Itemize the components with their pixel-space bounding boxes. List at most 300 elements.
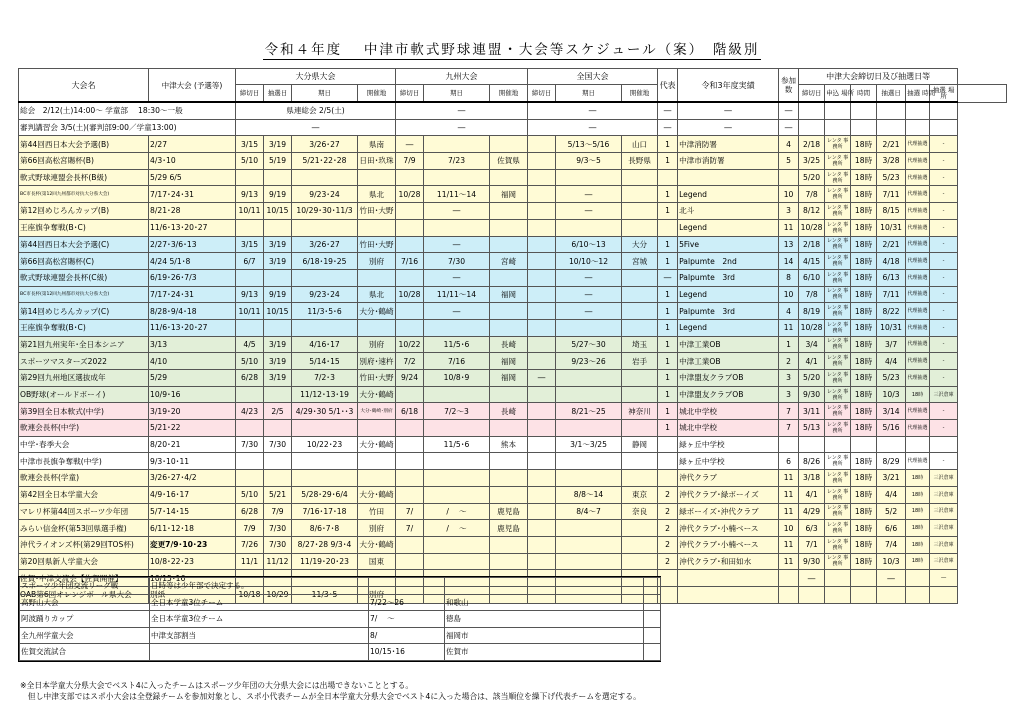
table-cell: 7/23 (424, 153, 490, 170)
table-cell: 福岡 (490, 370, 528, 387)
table-cell: 6/10 (799, 269, 825, 286)
table-cell: 北斗 (678, 203, 779, 220)
table-cell: レンタ 事務所 (825, 536, 851, 553)
table-cell: 3/13 (149, 336, 236, 353)
table-cell: 3/11 (799, 403, 825, 420)
table-cell: 7/30 (264, 520, 292, 537)
table-cell: レンタ 事務所 (825, 319, 851, 336)
table-cell: 6/18･19･25 (292, 253, 358, 270)
table-cell (528, 336, 556, 353)
table-cell: 9/23～26 (556, 353, 622, 370)
table-cell: 代理抽選 (906, 303, 930, 320)
table-cell: 大分･鶴崎･別府 (358, 403, 396, 420)
table-cell: 4/9･16･17 (149, 486, 236, 503)
table-cell: - (930, 203, 958, 220)
table-cell: 2/21 (877, 136, 906, 153)
table-cell: 18時 (851, 169, 877, 186)
table-cell (396, 453, 424, 470)
table-cell: 18時 (851, 186, 877, 203)
table-cell: レンタ 事務所 (825, 553, 851, 570)
table-cell (622, 520, 658, 537)
table-cell: - (930, 186, 958, 203)
table-cell: 鹿児島 (490, 503, 528, 520)
table-cell: 4/3･10 (149, 153, 236, 170)
table-cell: 4/5 (236, 336, 264, 353)
table-cell (779, 570, 799, 587)
table-cell: 別府 (358, 253, 396, 270)
table-cell: レンタ 事務所 (825, 520, 851, 537)
table-cell: レンタ 事務所 (825, 169, 851, 186)
table-cell: 4/29 (799, 503, 825, 520)
table-cell (799, 119, 825, 136)
table-cell: 県連総会 2/5(土) (236, 102, 396, 119)
table-cell: レンタ 事務所 (825, 219, 851, 236)
table-cell: 5/23 (877, 370, 906, 387)
table-cell (490, 203, 528, 220)
table-cell: 大分･鶴崎 (358, 436, 396, 453)
table-cell: 7/2･3 (292, 370, 358, 387)
table-row (19, 536, 1007, 553)
table-cell: Palpumte 3rd (678, 269, 779, 286)
table-cell: レンタ 事務所 (825, 420, 851, 437)
table-cell: 軟連会長杯(学童) (19, 470, 149, 487)
table-cell: OB野球(オールドボーイ) (19, 386, 149, 403)
table-cell (906, 570, 930, 587)
table-cell: 佐賀県 (490, 153, 528, 170)
table-cell: 2 (658, 486, 678, 503)
table-cell: 18時 (851, 336, 877, 353)
table-cell: 18時 (851, 520, 877, 537)
table-cell: 3/21 (877, 470, 906, 487)
table-cell: 8/22 (877, 303, 906, 320)
table-cell: 6/13 (877, 269, 906, 286)
table-cell: 7/30 (236, 436, 264, 453)
table-cell: ― (658, 269, 678, 286)
table-cell: 10 (779, 286, 799, 303)
header-participants: 参加 数 (779, 69, 799, 103)
table-row (19, 169, 1007, 186)
table-cell: 3/19 (264, 353, 292, 370)
table-cell (779, 169, 799, 186)
table-cell (556, 536, 622, 553)
table-cell: ― (396, 119, 528, 136)
table-cell: 8/6･7･8 (292, 520, 358, 537)
table-cell: 中津盟友クラブOB (678, 386, 779, 403)
table-cell: 9/13 (236, 286, 264, 303)
table-cell: 18時 (851, 303, 877, 320)
table-cell: ― (930, 570, 958, 587)
table-row (19, 303, 1007, 320)
table-cell: / ～ (424, 503, 490, 520)
table-cell (396, 420, 424, 437)
table-row (19, 286, 1007, 303)
table-cell: 5/20 (799, 370, 825, 387)
table-cell: 7/9 (264, 503, 292, 520)
table-cell: 14 (779, 253, 799, 270)
table-cell: 8/8～14 (556, 486, 622, 503)
table-cell: 1 (658, 153, 678, 170)
table-cell (490, 453, 528, 470)
table-row (19, 436, 1007, 453)
table-cell: ― (424, 303, 490, 320)
table-cell: ― (877, 570, 906, 587)
table-row (19, 253, 1007, 270)
table-cell: 4/1 (799, 353, 825, 370)
table-cell: 大分･鶴崎 (358, 486, 396, 503)
table-cell (930, 102, 958, 119)
table-cell (622, 219, 658, 236)
table-cell: 5/13 (799, 420, 825, 437)
table-cell (490, 486, 528, 503)
table-cell (528, 203, 556, 220)
table-row (19, 370, 1007, 387)
table-cell (396, 536, 424, 553)
table-row (19, 319, 1007, 336)
table-cell (556, 219, 622, 236)
table-cell: 3 (779, 370, 799, 387)
table-cell (236, 269, 264, 286)
sub-header: 申込 場所 (825, 85, 851, 103)
table-cell: 5/29 6/5 (149, 169, 236, 186)
table-cell: 11/11～14 (424, 286, 490, 303)
table-row (19, 403, 1007, 420)
table-cell: 3/15 (236, 136, 264, 153)
table-cell: 3/15 (236, 236, 264, 253)
table-cell: 第20回県新人学童大会 (19, 553, 149, 570)
header-nakatsu-tournament: 中津大会 (予選等) (149, 69, 236, 103)
table-cell: 9/30 (799, 553, 825, 570)
table-cell (528, 486, 556, 503)
table-cell: Palpumte 2nd (678, 253, 779, 270)
table-cell: 10/22 (396, 336, 424, 353)
table-cell: Legend (678, 219, 779, 236)
table-cell: 城北中学校 (678, 403, 779, 420)
table-row (20, 611, 661, 628)
table-cell: 2 (779, 353, 799, 370)
table-cell: 5/23 (877, 169, 906, 186)
table-cell (556, 169, 622, 186)
table-cell: 和歌山 (445, 594, 644, 611)
table-cell: 県北 (358, 286, 396, 303)
table-cell: 10 (779, 186, 799, 203)
table-cell: 7/26 (236, 536, 264, 553)
table-cell (906, 586, 930, 603)
table-cell (622, 553, 658, 570)
table-cell: 中津工業OB (678, 336, 779, 353)
table-cell: 3/26･27･4/2 (149, 470, 236, 487)
table-cell: 9/24 (396, 370, 424, 387)
sub-header: 抽選日 (264, 85, 292, 103)
table-cell: 9/19 (264, 286, 292, 303)
table-cell: 2/27･3/6･13 (149, 236, 236, 253)
table-cell: 7/8 (799, 186, 825, 203)
table-cell: 10/28 (799, 219, 825, 236)
table-cell: レンタ 事務所 (825, 370, 851, 387)
table-cell (528, 520, 556, 537)
table-cell (906, 436, 930, 453)
table-cell (528, 453, 556, 470)
table-cell: 沖代クラブ･小楠ベース (678, 536, 779, 553)
table-cell: 7/9 (396, 153, 424, 170)
table-cell: 福岡 (490, 186, 528, 203)
table-cell: 3/19 (264, 370, 292, 387)
table-cell: 11/5･6 (424, 436, 490, 453)
table-row (20, 627, 661, 644)
table-cell: 代理抽選 (906, 186, 930, 203)
table-cell: 1 (658, 203, 678, 220)
table-cell: 3/19 (264, 336, 292, 353)
table-cell: 代理抽選 (906, 169, 930, 186)
table-cell (236, 319, 264, 336)
table-cell: 8/21～25 (556, 403, 622, 420)
table-cell: 8/20･21 (149, 436, 236, 453)
table-cell: 3/19 (264, 253, 292, 270)
table-cell (358, 420, 396, 437)
table-cell (424, 219, 490, 236)
table-cell: 3/28 (877, 153, 906, 170)
table-cell: 5/2 (877, 503, 906, 520)
table-cell: 軟連会長杯(中学) (19, 420, 149, 437)
table-cell: 9/23･24 (292, 286, 358, 303)
table-cell: 第39回全日本軟式(中学) (19, 403, 149, 420)
table-cell: ― (528, 370, 556, 387)
table-cell: レンタ 事務所 (825, 153, 851, 170)
table-cell: 緑ヶ丘中学校 (678, 436, 779, 453)
table-row (19, 486, 1007, 503)
table-cell: 鹿児島 (490, 520, 528, 537)
table-cell (799, 102, 825, 119)
table-cell: - (930, 453, 958, 470)
table-cell: 18時 (851, 403, 877, 420)
table-cell: 5/21･22･28 (292, 153, 358, 170)
table-cell: 18時 (851, 536, 877, 553)
table-cell: 緑ヶ丘中学校 (678, 453, 779, 470)
table-cell (906, 102, 930, 119)
table-cell: ― (396, 136, 424, 153)
table-cell: 日時等は少年部で決定する。 (150, 578, 369, 595)
table-cell: 7/16 (424, 353, 490, 370)
table-cell (396, 436, 424, 453)
table-cell: 8/26 (799, 453, 825, 470)
table-cell: 18時 (906, 386, 930, 403)
table-cell (490, 136, 528, 153)
table-cell (556, 370, 622, 387)
table-cell: BC市長杯(第12回九州都市対抗大分県大会) (19, 286, 149, 303)
table-cell: 2/5 (264, 403, 292, 420)
table-cell (528, 236, 556, 253)
table-cell (264, 470, 292, 487)
table-cell: 10/28 (396, 286, 424, 303)
table-cell: 18時 (851, 153, 877, 170)
table-cell: 1 (658, 370, 678, 387)
table-cell: 三沢倉庫 (930, 536, 958, 553)
table-cell: 5/29 (149, 370, 236, 387)
table-cell (851, 436, 877, 453)
table-cell: 9/30 (799, 386, 825, 403)
table-cell: ― (424, 203, 490, 220)
table-cell: 1 (658, 420, 678, 437)
page-title: 令和４年度 中津市軟式野球連盟・大会等スケジュール（案） 階級別 (0, 38, 1024, 60)
table-cell: 8/12 (799, 203, 825, 220)
table-cell (236, 219, 264, 236)
table-cell: - (930, 319, 958, 336)
table-cell: 10/15 (264, 203, 292, 220)
table-cell: 5/16 (877, 420, 906, 437)
table-cell: 代理抽選 (906, 136, 930, 153)
table-cell: 3/18 (799, 470, 825, 487)
table-cell: 沖代ライオンズ杯(第29回TOS杯) (19, 536, 149, 553)
table-cell: 別府･速杵 (358, 353, 396, 370)
table-cell (424, 536, 490, 553)
table-cell: 代理抽選 (906, 353, 930, 370)
sub-header: 開催地 (622, 85, 658, 103)
table-cell (622, 203, 658, 220)
table-cell: 代理抽選 (906, 203, 930, 220)
table-cell (358, 470, 396, 487)
table-cell: 8/28･9/4･18 (149, 303, 236, 320)
table-cell: 11 (779, 553, 799, 570)
table-cell: 18時 (906, 520, 930, 537)
table-cell: 18時 (851, 136, 877, 153)
sub-header: 開催地 (358, 85, 396, 103)
table-cell: 11 (779, 319, 799, 336)
table-cell: 18時 (851, 203, 877, 220)
table-cell (622, 536, 658, 553)
table-cell (490, 169, 528, 186)
table-cell: 5/14･15 (292, 353, 358, 370)
table-cell (851, 586, 877, 603)
table-cell (556, 386, 622, 403)
table-cell (644, 578, 661, 595)
sub-header: 抽選日 (877, 85, 906, 103)
table-cell: 大分･鶴崎 (358, 303, 396, 320)
table-cell: 2/27 (149, 136, 236, 153)
table-cell: 4/29･30 5/1･･3 (292, 403, 358, 420)
table-cell (490, 386, 528, 403)
table-cell: 8/27･28 9/3･4 (292, 536, 358, 553)
table-cell: レンタ 事務所 (825, 353, 851, 370)
table-cell (622, 286, 658, 303)
table-row (19, 503, 1007, 520)
table-cell: 長野県 (622, 153, 658, 170)
table-cell: 3/26･27 (292, 236, 358, 253)
table-cell (825, 119, 851, 136)
table-cell (528, 319, 556, 336)
table-cell (292, 269, 358, 286)
table-cell: 第14回めじろんカップ(C) (19, 303, 149, 320)
table-cell (528, 386, 556, 403)
table-cell (490, 236, 528, 253)
table-cell (622, 303, 658, 320)
table-cell: 1 (658, 253, 678, 270)
table-cell (396, 169, 424, 186)
table-cell: 代理抽選 (906, 403, 930, 420)
table-cell: 岩手 (622, 353, 658, 370)
table-cell: レンタ 事務所 (825, 236, 851, 253)
table-cell (799, 436, 825, 453)
table-cell: 10/29･30･11/3 (292, 203, 358, 220)
table-cell (264, 219, 292, 236)
table-row (19, 553, 1007, 570)
table-cell: 中津消防署 (678, 136, 779, 153)
table-cell: 10/31 (877, 219, 906, 236)
table-cell (930, 586, 958, 603)
table-cell (622, 470, 658, 487)
table-cell: 18時 (906, 486, 930, 503)
table-cell: 6/11･12･18 (149, 520, 236, 537)
table-cell: ― (658, 119, 678, 136)
table-cell: 10/11 (236, 203, 264, 220)
table-cell: 7/16･17･18 (292, 503, 358, 520)
table-cell: ― (678, 102, 779, 119)
table-cell: ― (658, 102, 678, 119)
table-cell (779, 436, 799, 453)
table-row (19, 102, 1007, 119)
table-cell: 1 (779, 336, 799, 353)
table-cell (396, 203, 424, 220)
table-row (19, 119, 1007, 136)
sub-header (958, 85, 1007, 103)
sub-header: 締切日 (799, 85, 825, 103)
table-cell: 1 (658, 319, 678, 336)
table-cell (528, 503, 556, 520)
table-cell: 軟式野球連盟会長杯(B級) (19, 169, 149, 186)
sub-header: 期日 (292, 85, 358, 103)
table-cell: - (930, 236, 958, 253)
table-cell: レンタ 事務所 (825, 303, 851, 320)
table-cell (528, 186, 556, 203)
table-cell: 7/11 (877, 186, 906, 203)
table-cell: 県南 (358, 136, 396, 153)
table-cell: 7/8 (799, 286, 825, 303)
table-cell: 王座旗争奪戦(B･C) (19, 219, 149, 236)
table-cell: 10/8･9 (424, 370, 490, 387)
table-cell: 1 (658, 336, 678, 353)
table-cell: 福岡市 (445, 627, 644, 644)
table-cell: - (930, 153, 958, 170)
table-cell: ― (236, 119, 396, 136)
table-cell (622, 169, 658, 186)
table-cell (292, 453, 358, 470)
table-cell (424, 386, 490, 403)
table-cell: 2 (658, 536, 678, 553)
table-cell: 18時 (851, 503, 877, 520)
table-cell (424, 470, 490, 487)
table-cell: - (930, 303, 958, 320)
table-cell (658, 169, 678, 186)
table-cell: - (930, 253, 958, 270)
table-cell: 4/4 (877, 486, 906, 503)
table-cell: 三沢倉庫 (930, 503, 958, 520)
table-cell (825, 102, 851, 119)
table-cell (292, 219, 358, 236)
table-cell (851, 102, 877, 119)
table-cell (264, 169, 292, 186)
table-cell: 7/1 (799, 536, 825, 553)
schedule-table (18, 68, 1007, 604)
table-cell (358, 169, 396, 186)
table-cell: - (930, 169, 958, 186)
table-cell: 10/9･16 (149, 386, 236, 403)
table-cell (528, 286, 556, 303)
table-cell (528, 219, 556, 236)
table-row (20, 578, 661, 595)
table-cell: 代理抽選 (906, 286, 930, 303)
table-cell: レンタ 事務所 (825, 503, 851, 520)
table-cell (528, 353, 556, 370)
table-cell: 熊本 (490, 436, 528, 453)
table-cell: 11 (779, 470, 799, 487)
